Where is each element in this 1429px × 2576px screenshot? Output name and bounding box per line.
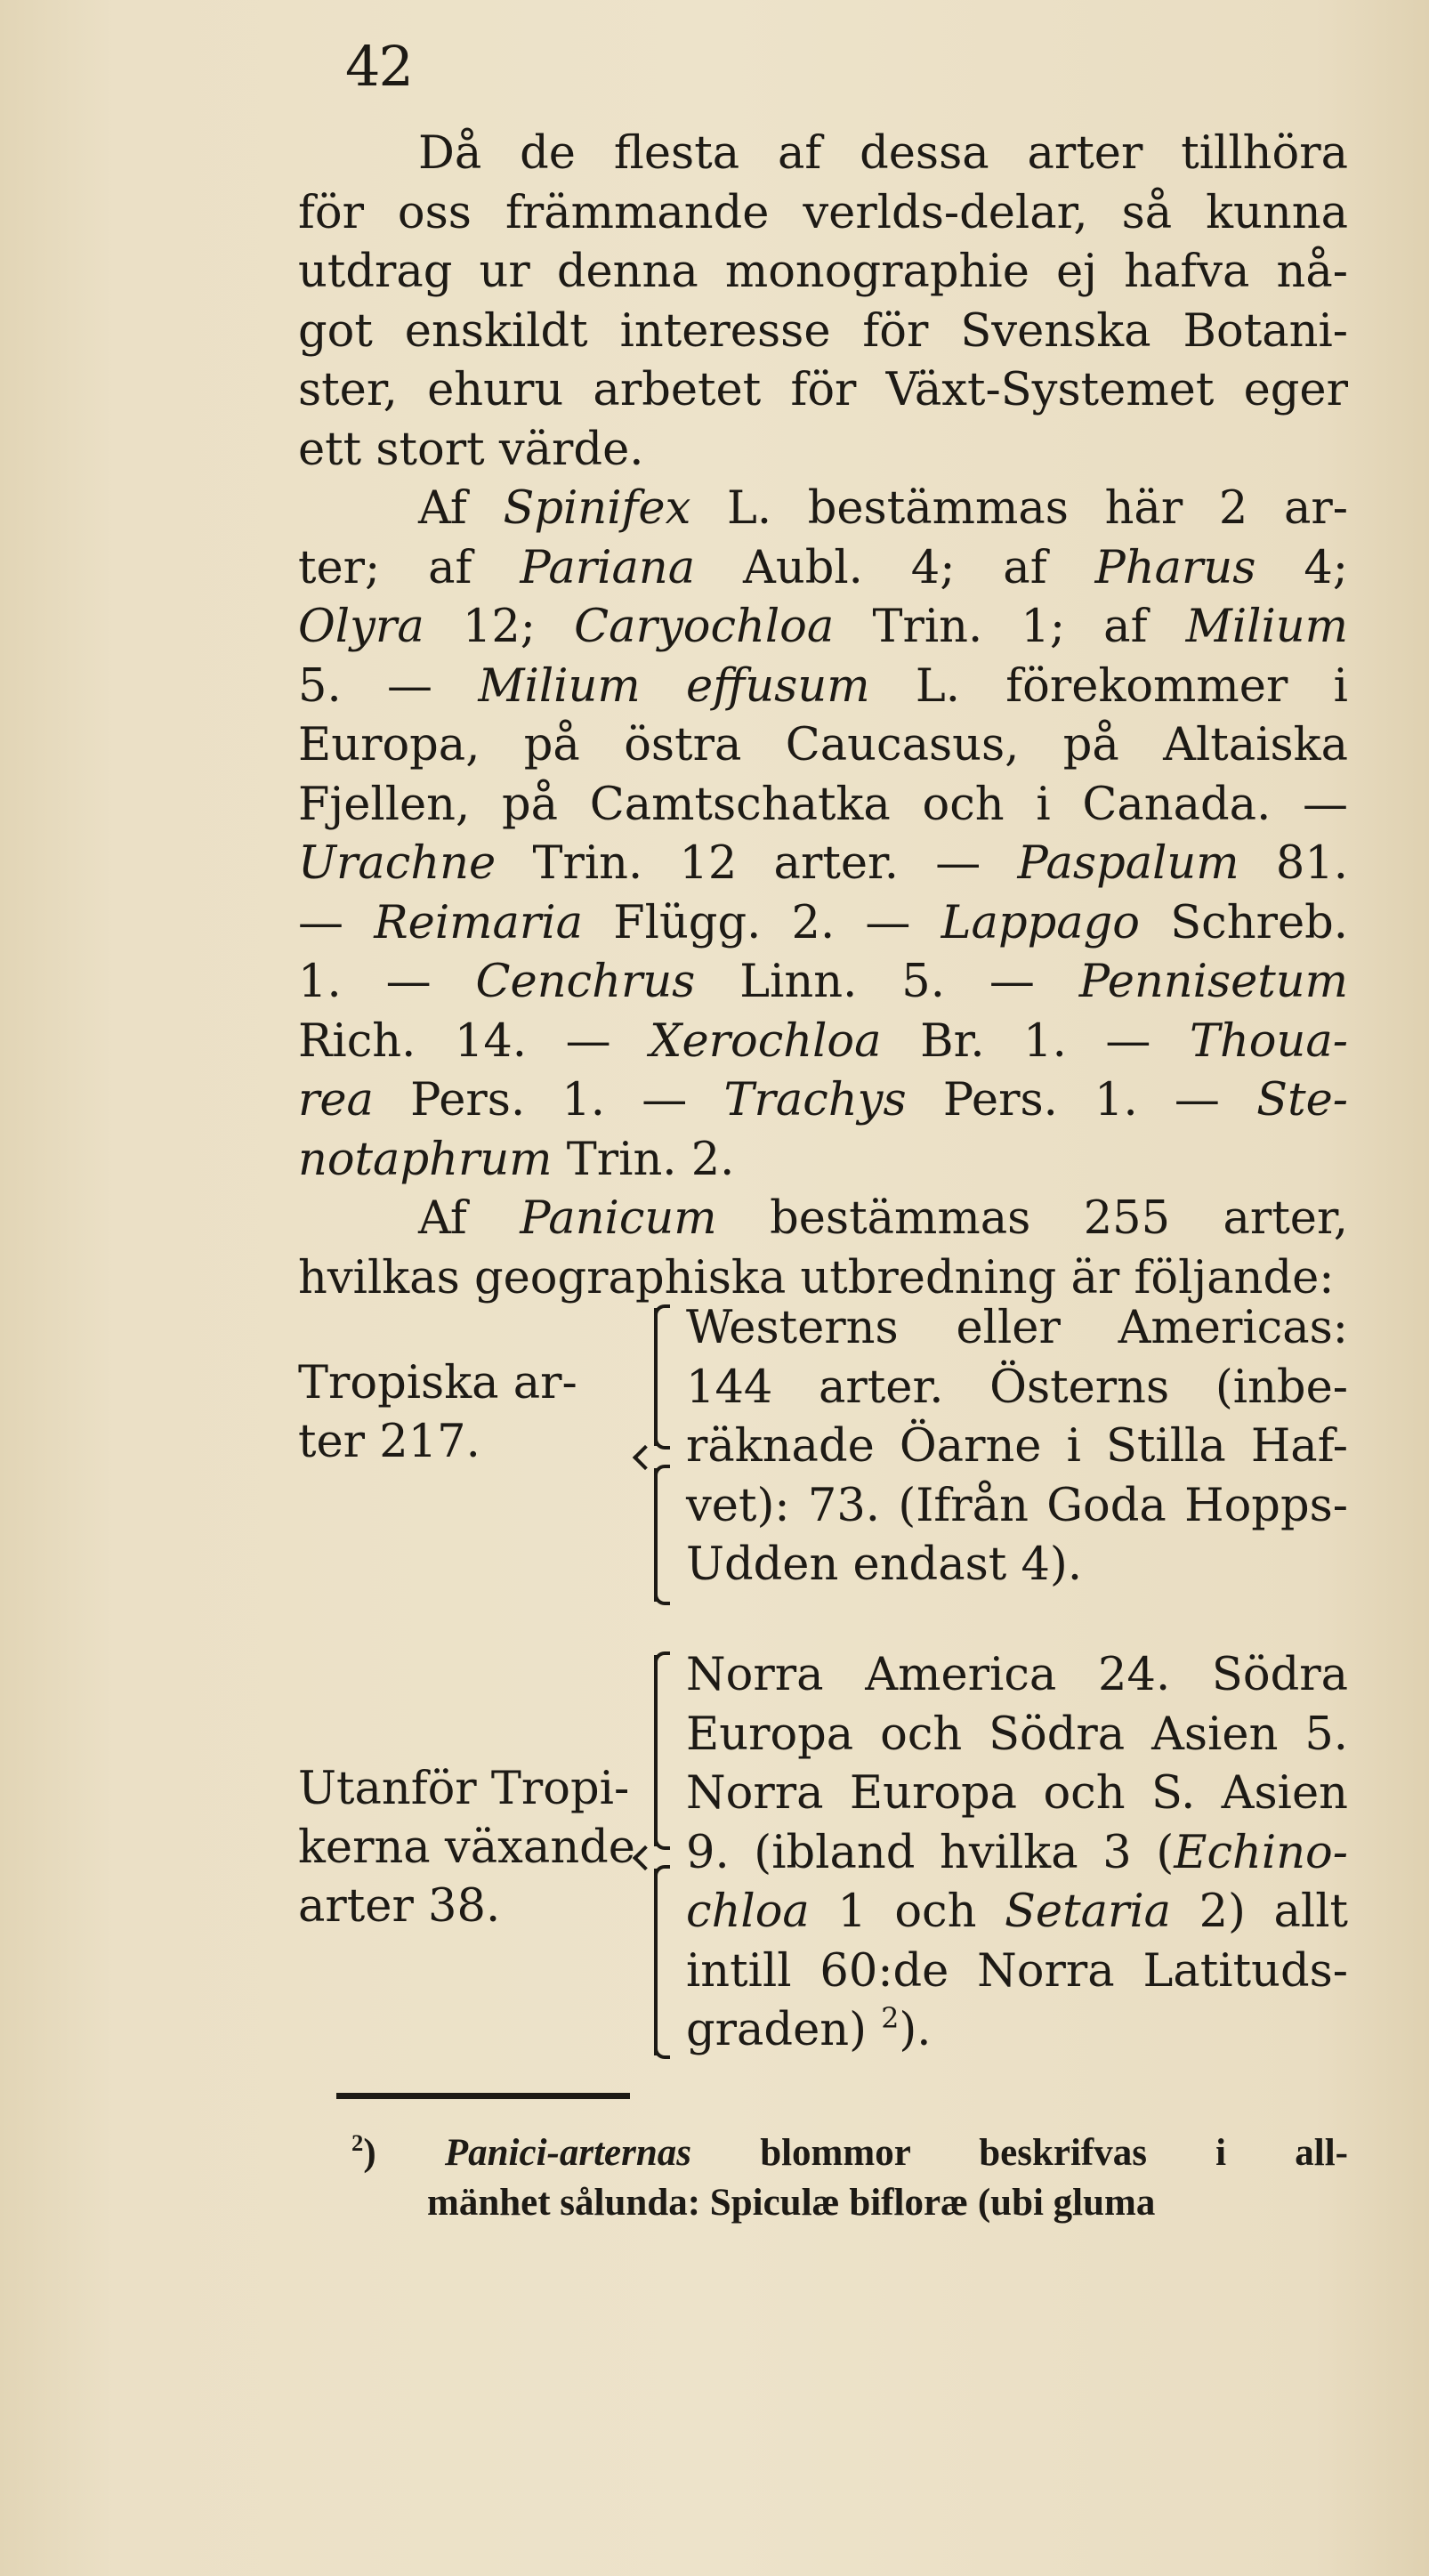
group-tropical: [298, 1299, 1348, 1646]
page-number: 42: [345, 34, 412, 99]
text-line: [686, 1417, 1348, 1477]
text-line: [686, 2001, 1348, 2061]
text-run: bestämmas 255 arter,: [716, 1192, 1348, 1245]
italic-term: Pennisetum: [1078, 956, 1348, 1008]
italic-term: Milium: [1185, 601, 1348, 653]
text-run: för oss främmande verlds-delar, så kunna: [298, 186, 1348, 239]
text-run: mänhet sålunda: Spiculæ bifloræ (ubi gluma: [427, 2182, 1156, 2224]
italic-term: Pharus: [1094, 541, 1256, 594]
footnote: [351, 2128, 1348, 2228]
text-run: Br. 1. —: [881, 1014, 1190, 1068]
text-line: [298, 361, 1348, 421]
footnote-ref: 2: [881, 2003, 900, 2036]
group-label-line: kerna växande: [298, 1821, 635, 1874]
text-line: [298, 658, 1348, 717]
text-run: Fjellen, på Camtschatka och i Canada. —: [298, 778, 1348, 831]
text-run: graden): [686, 2004, 882, 2056]
text-line: [298, 835, 1348, 894]
group-label-line: Tropiska ar-: [298, 1357, 577, 1409]
main-text: [298, 125, 1348, 1308]
text-run: utdrag ur denna monographie ej hafva nå-: [298, 246, 1348, 298]
text-line: [298, 421, 1348, 480]
text-line: [686, 1299, 1348, 1359]
text-line: [686, 1764, 1348, 1824]
brace-lower: [654, 1468, 670, 1602]
italic-term: Trachys: [723, 1074, 907, 1126]
text-run: —: [298, 896, 375, 949]
text-line: [686, 1883, 1348, 1942]
text-run: Pers. 1. —: [373, 1074, 724, 1126]
text-run: Norra America 24. Södra: [686, 1649, 1348, 1701]
text-run: Rich. 14. —: [298, 1014, 650, 1068]
italic-term: notaphrum: [298, 1133, 553, 1186]
group-extratropical: [298, 1646, 1348, 2082]
italic-term: Reimaria: [374, 896, 584, 949]
text-run: Trin. 2.: [552, 1133, 735, 1186]
text-run: Linn. 5. —: [695, 956, 1079, 1008]
text-run: ett stort värde.: [298, 423, 644, 476]
group-text-tropical: [686, 1299, 1348, 1595]
text-run: 2) allt: [1171, 1886, 1348, 1938]
text-line: [298, 1071, 1348, 1131]
text-run: ster, ehuru arbetet för Växt-Systemet eger: [298, 364, 1348, 416]
text-run: hvilkas geographiska utbredning är följande:: [298, 1251, 1335, 1304]
text-run: intill 60:de Norra Latituds-: [686, 1944, 1348, 1998]
text-line: [298, 1131, 1348, 1191]
group-label-tropical: [298, 1354, 577, 1472]
text-run: Af: [418, 1192, 521, 1245]
paragraph-genera: [298, 480, 1348, 1190]
text-line: [298, 480, 1348, 539]
text-run: blommor beskrifvas i all-: [691, 2132, 1349, 2174]
distribution-table: [298, 1299, 1348, 2082]
italic-term: Milium effusum: [478, 659, 870, 713]
text-run: 5. —: [298, 659, 479, 713]
group-label-extratropical: [298, 1760, 635, 1936]
italic-term: Pariana: [520, 541, 696, 594]
text-run: Europa, på östra Caucasus, på Altaiska: [298, 719, 1348, 771]
text-run: 144 arter. Österns (inbe-: [686, 1361, 1348, 1414]
text-line: [298, 125, 1348, 184]
italic-term: Panici-arternas: [444, 2132, 691, 2174]
text-run: Flügg. 2. —: [583, 896, 941, 949]
italic-term: Ste-: [1256, 1074, 1348, 1126]
text-run: Schreb.: [1140, 896, 1349, 949]
footnote-rule: [336, 2093, 630, 2099]
brace-tip: [633, 1845, 658, 1870]
italic-term: Xerochloa: [650, 1014, 882, 1068]
brace-lower: [654, 1869, 670, 2055]
text-run: ): [363, 2132, 445, 2174]
text-run: Europa och Södra Asien 5.: [686, 1708, 1348, 1761]
text-run: Trin. 1; af: [834, 601, 1186, 653]
text-line: [298, 598, 1348, 658]
text-run: Aubl. 4; af: [695, 541, 1095, 594]
brace-tip: [633, 1445, 658, 1470]
text-line: [686, 1477, 1348, 1537]
text-run: Då de flesta af dessa arter tillhöra: [418, 127, 1348, 180]
text-run: 1. —: [298, 956, 476, 1008]
italic-term: Setaria: [1004, 1886, 1172, 1938]
text-run: Udden endast 4).: [686, 1538, 1083, 1591]
brace-upper: [654, 1308, 670, 1446]
group-label-line: arter 38.: [298, 1880, 501, 1933]
italic-term: Echino-: [1174, 1826, 1348, 1879]
text-run: 81.: [1239, 837, 1348, 890]
italic-term: Thoua-: [1189, 1014, 1348, 1068]
text-run: L. förekommer i: [869, 659, 1348, 713]
text-run: vet): 73. (Ifrån Goda Hopps-: [686, 1479, 1348, 1532]
text-line: [298, 1013, 1348, 1072]
italic-term: Caryochloa: [574, 601, 835, 653]
text-line: [298, 776, 1348, 836]
italic-term: rea: [298, 1074, 374, 1126]
text-run: Trin. 12 arter. —: [496, 837, 1018, 890]
italic-term: Urachne: [298, 837, 497, 890]
group-label-line: ter 217.: [298, 1416, 480, 1468]
italic-term: Olyra: [298, 601, 424, 653]
italic-term: Paspalum: [1017, 837, 1239, 890]
text-line: [351, 2128, 1348, 2178]
text-line: [298, 243, 1348, 303]
text-run: Pers. 1. —: [906, 1074, 1257, 1126]
text-line: [686, 1824, 1348, 1884]
text-run: räknade Öarne i Stilla Haf-: [686, 1420, 1348, 1473]
text-line: [686, 1942, 1348, 2002]
paragraph-panicum: [298, 1190, 1348, 1308]
italic-term: Panicum: [520, 1192, 717, 1245]
group-label-line: Utanför Tropi-: [298, 1763, 630, 1815]
text-line: [298, 539, 1348, 599]
italic-term: Lappago: [941, 896, 1140, 949]
text-run: 9. (ibland hvilka 3 (: [686, 1826, 1175, 1879]
text-line: [298, 953, 1348, 1013]
text-line: [686, 1536, 1348, 1595]
text-line: [686, 1359, 1348, 1418]
group-text-extratropical: [686, 1646, 1348, 2061]
text-run: ).: [899, 2004, 932, 2056]
italic-term: Spinifex: [503, 482, 691, 535]
paragraph-intro: [298, 125, 1348, 480]
text-run: Norra Europa och S. Asien: [686, 1767, 1348, 1820]
text-line: [686, 1646, 1348, 1706]
text-line: [298, 1190, 1348, 1249]
text-run: 4;: [1255, 541, 1348, 594]
text-run: 1 och: [809, 1886, 1005, 1938]
text-run: Westerns eller Americas:: [686, 1302, 1348, 1354]
text-line: [686, 1706, 1348, 1765]
text-run: L. bestämmas här 2 ar-: [690, 482, 1348, 535]
text-run: Af: [418, 482, 504, 535]
text-line: [298, 184, 1348, 244]
footnote-marker: 2: [351, 2129, 364, 2157]
text-run: ter; af: [298, 541, 521, 594]
text-line: [298, 303, 1348, 362]
text-line: [298, 894, 1348, 954]
text-line: [351, 2178, 1348, 2228]
text-run: got enskildt interesse för Svenska Botani-: [298, 304, 1348, 358]
italic-term: Cenchrus: [475, 956, 696, 1008]
text-line: [298, 716, 1348, 776]
text-run: 12;: [424, 601, 575, 653]
italic-term: chloa: [686, 1886, 810, 1938]
brace-upper: [654, 1655, 670, 1846]
